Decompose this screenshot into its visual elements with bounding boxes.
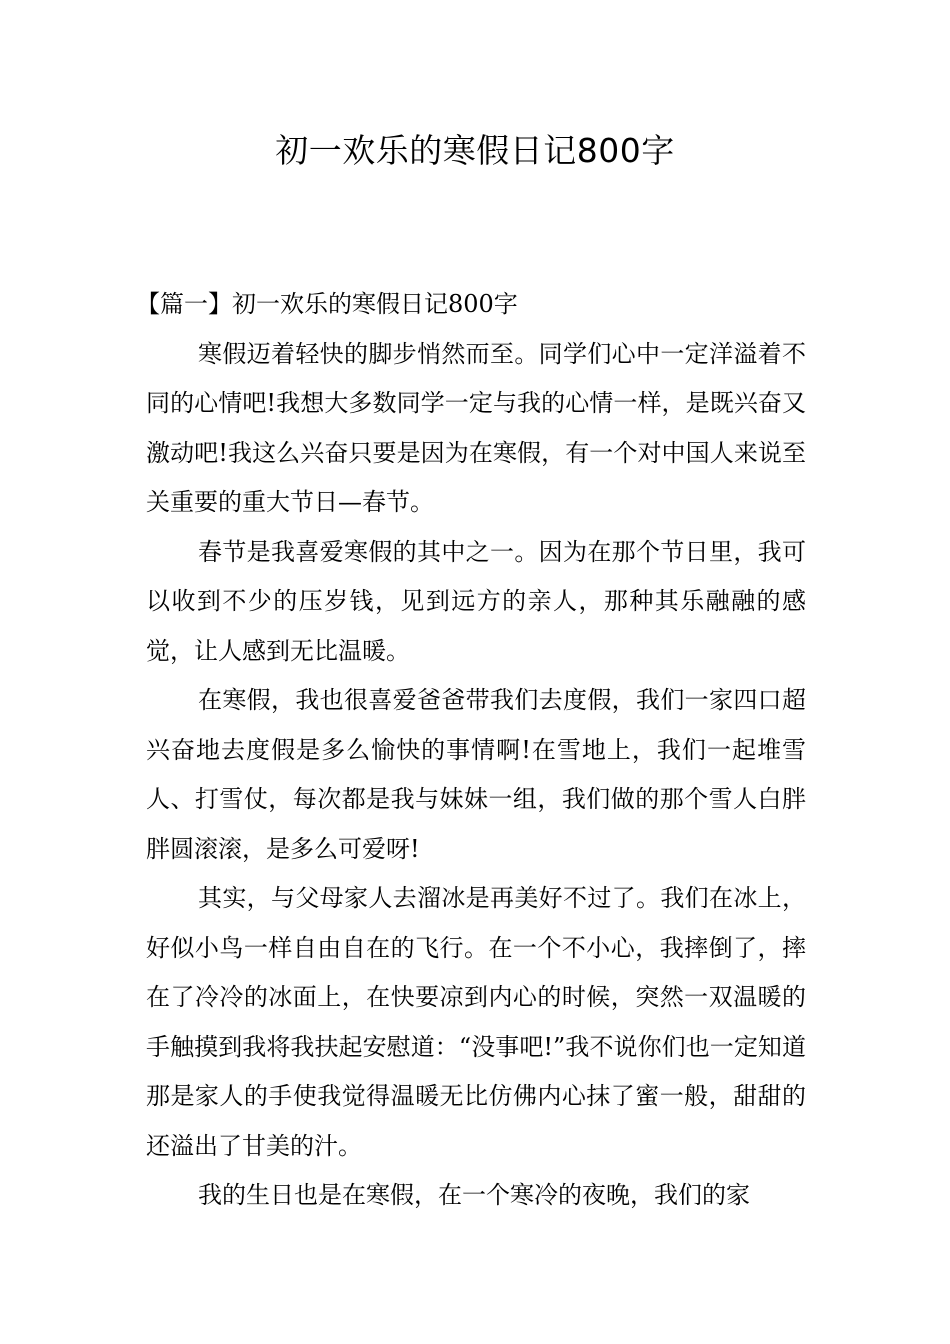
document-title: 初一欢乐的寒假日记800字: [275, 131, 675, 170]
paragraph-1: 寒假迈着轻快的脚步悄然而至。同学们心中一定洋溢着不同的心情吧!我想大多数同学一定与我的心情一样，是既兴奋又激动吧!我这么兴奋只要是因为在寒假，有一个对中国人来说至关重要的重大节日—春节。: [146, 339, 806, 516]
section-heading: 【篇一】初一欢乐的寒假日记800字: [136, 290, 518, 318]
paragraph-2: 春节是我喜爱寒假的其中之一。因为在那个节日里，我可以收到不少的压岁钱，见到远方的亲人，那种其乐融融的感觉，让人感到无比温暖。: [146, 537, 806, 665]
paragraph-5: 我的生日也是在寒假，在一个寒冷的夜晚，我们的家: [198, 1181, 750, 1209]
paragraph-3: 在寒假，我也很喜爱爸爸带我们去度假，我们一家四口超兴奋地去度假是多么愉快的事情啊!在雪地上，我们一起堆雪人、打雪仗，每次都是我与妹妹一组，我们做的那个雪人白胖胖圆滚滚，是多么可爱呀!: [146, 686, 806, 863]
document-body: [136, 280, 806, 1221]
paragraph-4: 其实，与父母家人去溜冰是再美好不过了。我们在冰上，好似小鸟一样自由自在的飞行。在一个不小心，我摔倒了，摔在了冷冷的冰面上，在快要凉到内心的时候，突然一双温暖的手触摸到我将我扶起安慰道：“没事吧!”我不说你们也一定知道那是家人的手使我觉得温暖无比仿佛内心抹了蜜一般，甜甜的还溢出了甘美的汁。: [146, 884, 806, 1160]
